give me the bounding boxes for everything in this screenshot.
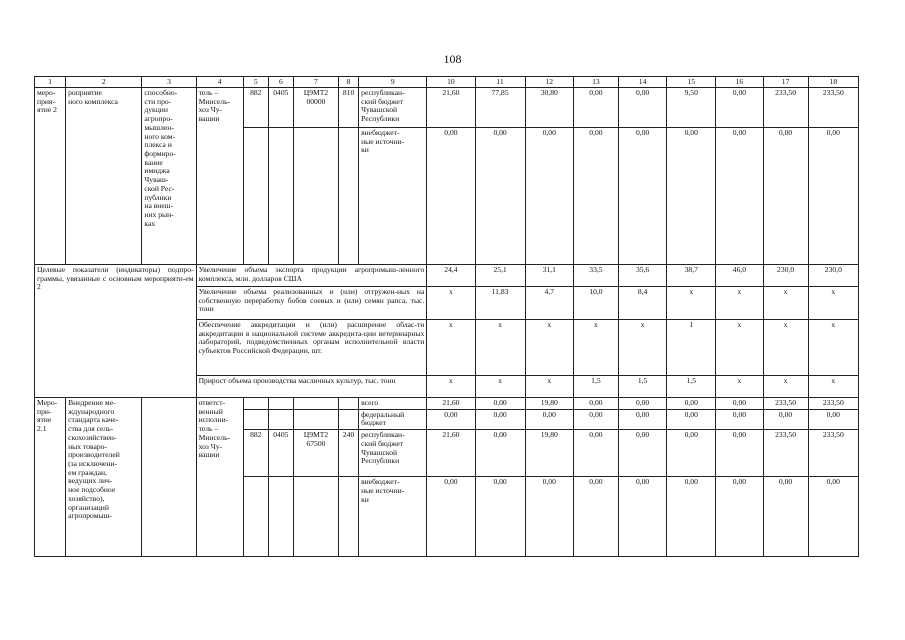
value-cell: x (475, 320, 525, 376)
value-cell: 0,00 (716, 409, 763, 429)
value-cell: x (763, 376, 808, 398)
empty-cell (339, 128, 359, 265)
value-cell: 0,00 (427, 128, 475, 265)
value-cell: 1,5 (619, 376, 667, 398)
column-number-row (35, 77, 859, 88)
value-cell: 0,00 (573, 409, 618, 429)
value-cell: x (573, 320, 618, 376)
value-cell: 0,00 (573, 430, 618, 477)
header-cell: 18 (808, 77, 858, 88)
value-cell: 0,00 (808, 477, 858, 557)
header-cell: 2 (66, 77, 142, 88)
value-cell: 233,50 (763, 430, 808, 477)
value-cell: 0,00 (525, 409, 573, 429)
header-cell: 10 (427, 77, 475, 88)
value-cell: x (475, 376, 525, 398)
header-cell: 17 (763, 77, 808, 88)
program-table (34, 76, 859, 557)
value-cell: 0,00 (525, 477, 573, 557)
expense-type-cell: 810 (339, 88, 359, 128)
funding-source-cell: федеральный бюджет (359, 409, 427, 429)
value-cell: 21,60 (427, 398, 475, 410)
header-cell: 8 (339, 77, 359, 88)
value-cell: 0,00 (475, 430, 525, 477)
value-cell: 0,00 (427, 477, 475, 557)
value-cell: 0,00 (716, 88, 763, 128)
value-cell: 0,00 (619, 88, 667, 128)
empty-cell (339, 398, 359, 410)
value-cell: x (525, 376, 573, 398)
target-article-cell: Ц9МТ2 00000 (293, 88, 338, 128)
value-cell: 1,5 (667, 376, 716, 398)
funding-source-cell: внебюджет- ные источни- ки (359, 128, 427, 265)
value-cell: 21,60 (427, 88, 475, 128)
value-cell: x (808, 287, 858, 320)
header-cell: 9 (359, 77, 427, 88)
header-cell: 7 (293, 77, 338, 88)
value-cell: 38,7 (667, 265, 716, 287)
value-cell: 0,00 (763, 128, 808, 265)
value-cell: 0,00 (619, 398, 667, 410)
header-cell: 12 (525, 77, 573, 88)
value-cell: 233,50 (763, 88, 808, 128)
value-cell: 0,00 (475, 398, 525, 410)
header-cell: 3 (142, 77, 196, 88)
funding-source-cell: внебюджет- ные источни- ки (359, 477, 427, 557)
empty-cell (268, 398, 293, 410)
empty-cell (268, 409, 293, 429)
value-cell: 230,0 (763, 265, 808, 287)
value-cell: 0,00 (573, 128, 618, 265)
header-cell: 5 (243, 77, 268, 88)
value-cell: 0,00 (573, 88, 618, 128)
empty-cell (339, 409, 359, 429)
event-name-cell: Меро- при- ятие 2.1 (35, 398, 66, 557)
value-cell: 33,5 (573, 265, 618, 287)
value-cell: 19,80 (525, 398, 573, 410)
value-cell: 19,80 (525, 430, 573, 477)
value-cell: 31,1 (525, 265, 573, 287)
indicator-text-cell: Прирост объема производства масличных культур, тыс. тонн (196, 376, 427, 398)
event-title-cell: Внедрение ме- ждународного стандарта каче- ства для сель- скохозяйствен- ных товаро- производителей (за исключени- ем граждан, ведущих лич- ное подсобное хозяйство), организаций агропромыш- (66, 398, 142, 557)
value-cell: 0,00 (475, 128, 525, 265)
value-cell: 0,00 (619, 477, 667, 557)
value-cell: x (716, 287, 763, 320)
header-cell: 16 (716, 77, 763, 88)
value-cell: 30,80 (525, 88, 573, 128)
value-cell: 233,50 (808, 88, 858, 128)
indicators-label-cell: Целевые показатели (индикаторы) подпро-граммы, увязанные с основным мероприяти-ем 2 (35, 265, 197, 398)
value-cell: 233,50 (808, 398, 858, 410)
value-cell: 0,00 (619, 128, 667, 265)
value-cell: 35,6 (619, 265, 667, 287)
empty-cell (293, 398, 338, 410)
section-code-cell: 0405 (268, 88, 293, 128)
empty-cell (293, 128, 338, 265)
indicator-text-cell: Увеличение объема экспорта продукции агропромыш-ленного комплекса, млн. долларов США (196, 265, 427, 287)
empty-cell (268, 128, 293, 265)
value-cell: 0,00 (808, 409, 858, 429)
header-cell: 15 (667, 77, 716, 88)
header-cell: 1 (35, 77, 66, 88)
value-cell: 0,00 (525, 128, 573, 265)
value-cell: 0,00 (716, 477, 763, 557)
empty-cell (293, 409, 338, 429)
section-code-cell: 0405 (268, 430, 293, 477)
empty-cell (293, 477, 338, 557)
value-cell: 25,1 (475, 265, 525, 287)
indicator-text-cell: Увеличение объема реализованных и (или) отгружен-ных на собственную переработку бобов соевых и (или) семян рапса, тыс. тонн (196, 287, 427, 320)
table-row (35, 88, 859, 128)
value-cell: 0,00 (763, 409, 808, 429)
value-cell: 46,0 (716, 265, 763, 287)
responsible-cell: ответст- венный исполни- тель – Минсель- хоз Чу- вашии (196, 398, 243, 557)
value-cell: 0,00 (475, 477, 525, 557)
funding-source-cell: республикан- ский бюджет Чувашской Республики (359, 430, 427, 477)
value-cell: 10,0 (573, 287, 618, 320)
page-number: 108 (443, 52, 462, 66)
value-cell: x (763, 287, 808, 320)
empty-cell (243, 128, 268, 265)
expense-type-cell: 240 (339, 430, 359, 477)
value-cell: x (427, 287, 475, 320)
value-cell: 230,0 (808, 265, 858, 287)
value-cell: 0,00 (667, 128, 716, 265)
value-cell: 233,50 (808, 430, 858, 477)
funding-source-cell: всего (359, 398, 427, 410)
value-cell: 8,4 (619, 287, 667, 320)
grbs-code-cell: 882 (243, 430, 268, 477)
value-cell: 21,60 (427, 430, 475, 477)
event-title-cell: роприятие ного комплекса (66, 88, 142, 265)
value-cell: x (427, 376, 475, 398)
empty-cell (243, 398, 268, 410)
value-cell: x (716, 376, 763, 398)
indicator-text-cell: Обеспечение аккредитации и (или) расширение облас-ти аккредитации в национальной системе аккредита-ции ветеринарных лабораторий, подведомственных органам исполнительной власти субъектов Российской Федерации, шт. (196, 320, 427, 376)
value-cell: 0,00 (716, 430, 763, 477)
empty-cell (142, 398, 196, 557)
header-cell: 6 (268, 77, 293, 88)
value-cell: 0,00 (716, 128, 763, 265)
value-cell: 4,7 (525, 287, 573, 320)
grbs-code-cell: 882 (243, 88, 268, 128)
empty-cell (243, 477, 268, 557)
value-cell: 0,00 (667, 430, 716, 477)
value-cell: 0,00 (619, 430, 667, 477)
value-cell: 0,00 (763, 477, 808, 557)
value-cell: 1,5 (573, 376, 618, 398)
value-cell: 0,00 (667, 398, 716, 410)
funding-source-cell: республикан- ский бюджет Чувашской Республики (359, 88, 427, 128)
header-cell: 11 (475, 77, 525, 88)
value-cell: x (525, 320, 573, 376)
value-cell: 233,50 (763, 398, 808, 410)
value-cell: x (763, 320, 808, 376)
value-cell: 11,83 (475, 287, 525, 320)
value-cell: 24,4 (427, 265, 475, 287)
value-cell: x (808, 376, 858, 398)
value-cell: x (667, 287, 716, 320)
header-cell: 13 (573, 77, 618, 88)
value-cell: 9,50 (667, 88, 716, 128)
indicator-row (35, 265, 859, 287)
value-cell: 77,85 (475, 88, 525, 128)
header-cell: 14 (619, 77, 667, 88)
value-cell: x (808, 320, 858, 376)
value-cell: 0,00 (716, 398, 763, 410)
value-cell: x (619, 320, 667, 376)
value-cell: 0,00 (573, 398, 618, 410)
value-cell: x (716, 320, 763, 376)
value-cell: x (427, 320, 475, 376)
empty-cell (339, 477, 359, 557)
value-cell: 0,00 (475, 409, 525, 429)
value-cell: 0,00 (667, 477, 716, 557)
value-cell: 0,00 (667, 409, 716, 429)
empty-cell (268, 477, 293, 557)
header-cell: 4 (196, 77, 243, 88)
value-cell: 0,00 (427, 409, 475, 429)
target-article-cell: Ц9МТ2 67500 (293, 430, 338, 477)
value-cell: 0,00 (619, 409, 667, 429)
table-row (35, 398, 859, 410)
event-name-cell: меро- прия- ятие 2 (35, 88, 66, 265)
value-cell: 0,00 (573, 477, 618, 557)
event-goal-cell: способно- сти про- дукции агропро- мышлен- ного ком- плекса и формиро- вание имиджа Чуваш- ской Рес- публики на внеш- них рын- ках (142, 88, 196, 265)
value-cell: 1 (667, 320, 716, 376)
value-cell: 0,00 (808, 128, 858, 265)
empty-cell (243, 409, 268, 429)
responsible-cell: тель – Минсель- хоз Чу- вашии (196, 88, 243, 265)
